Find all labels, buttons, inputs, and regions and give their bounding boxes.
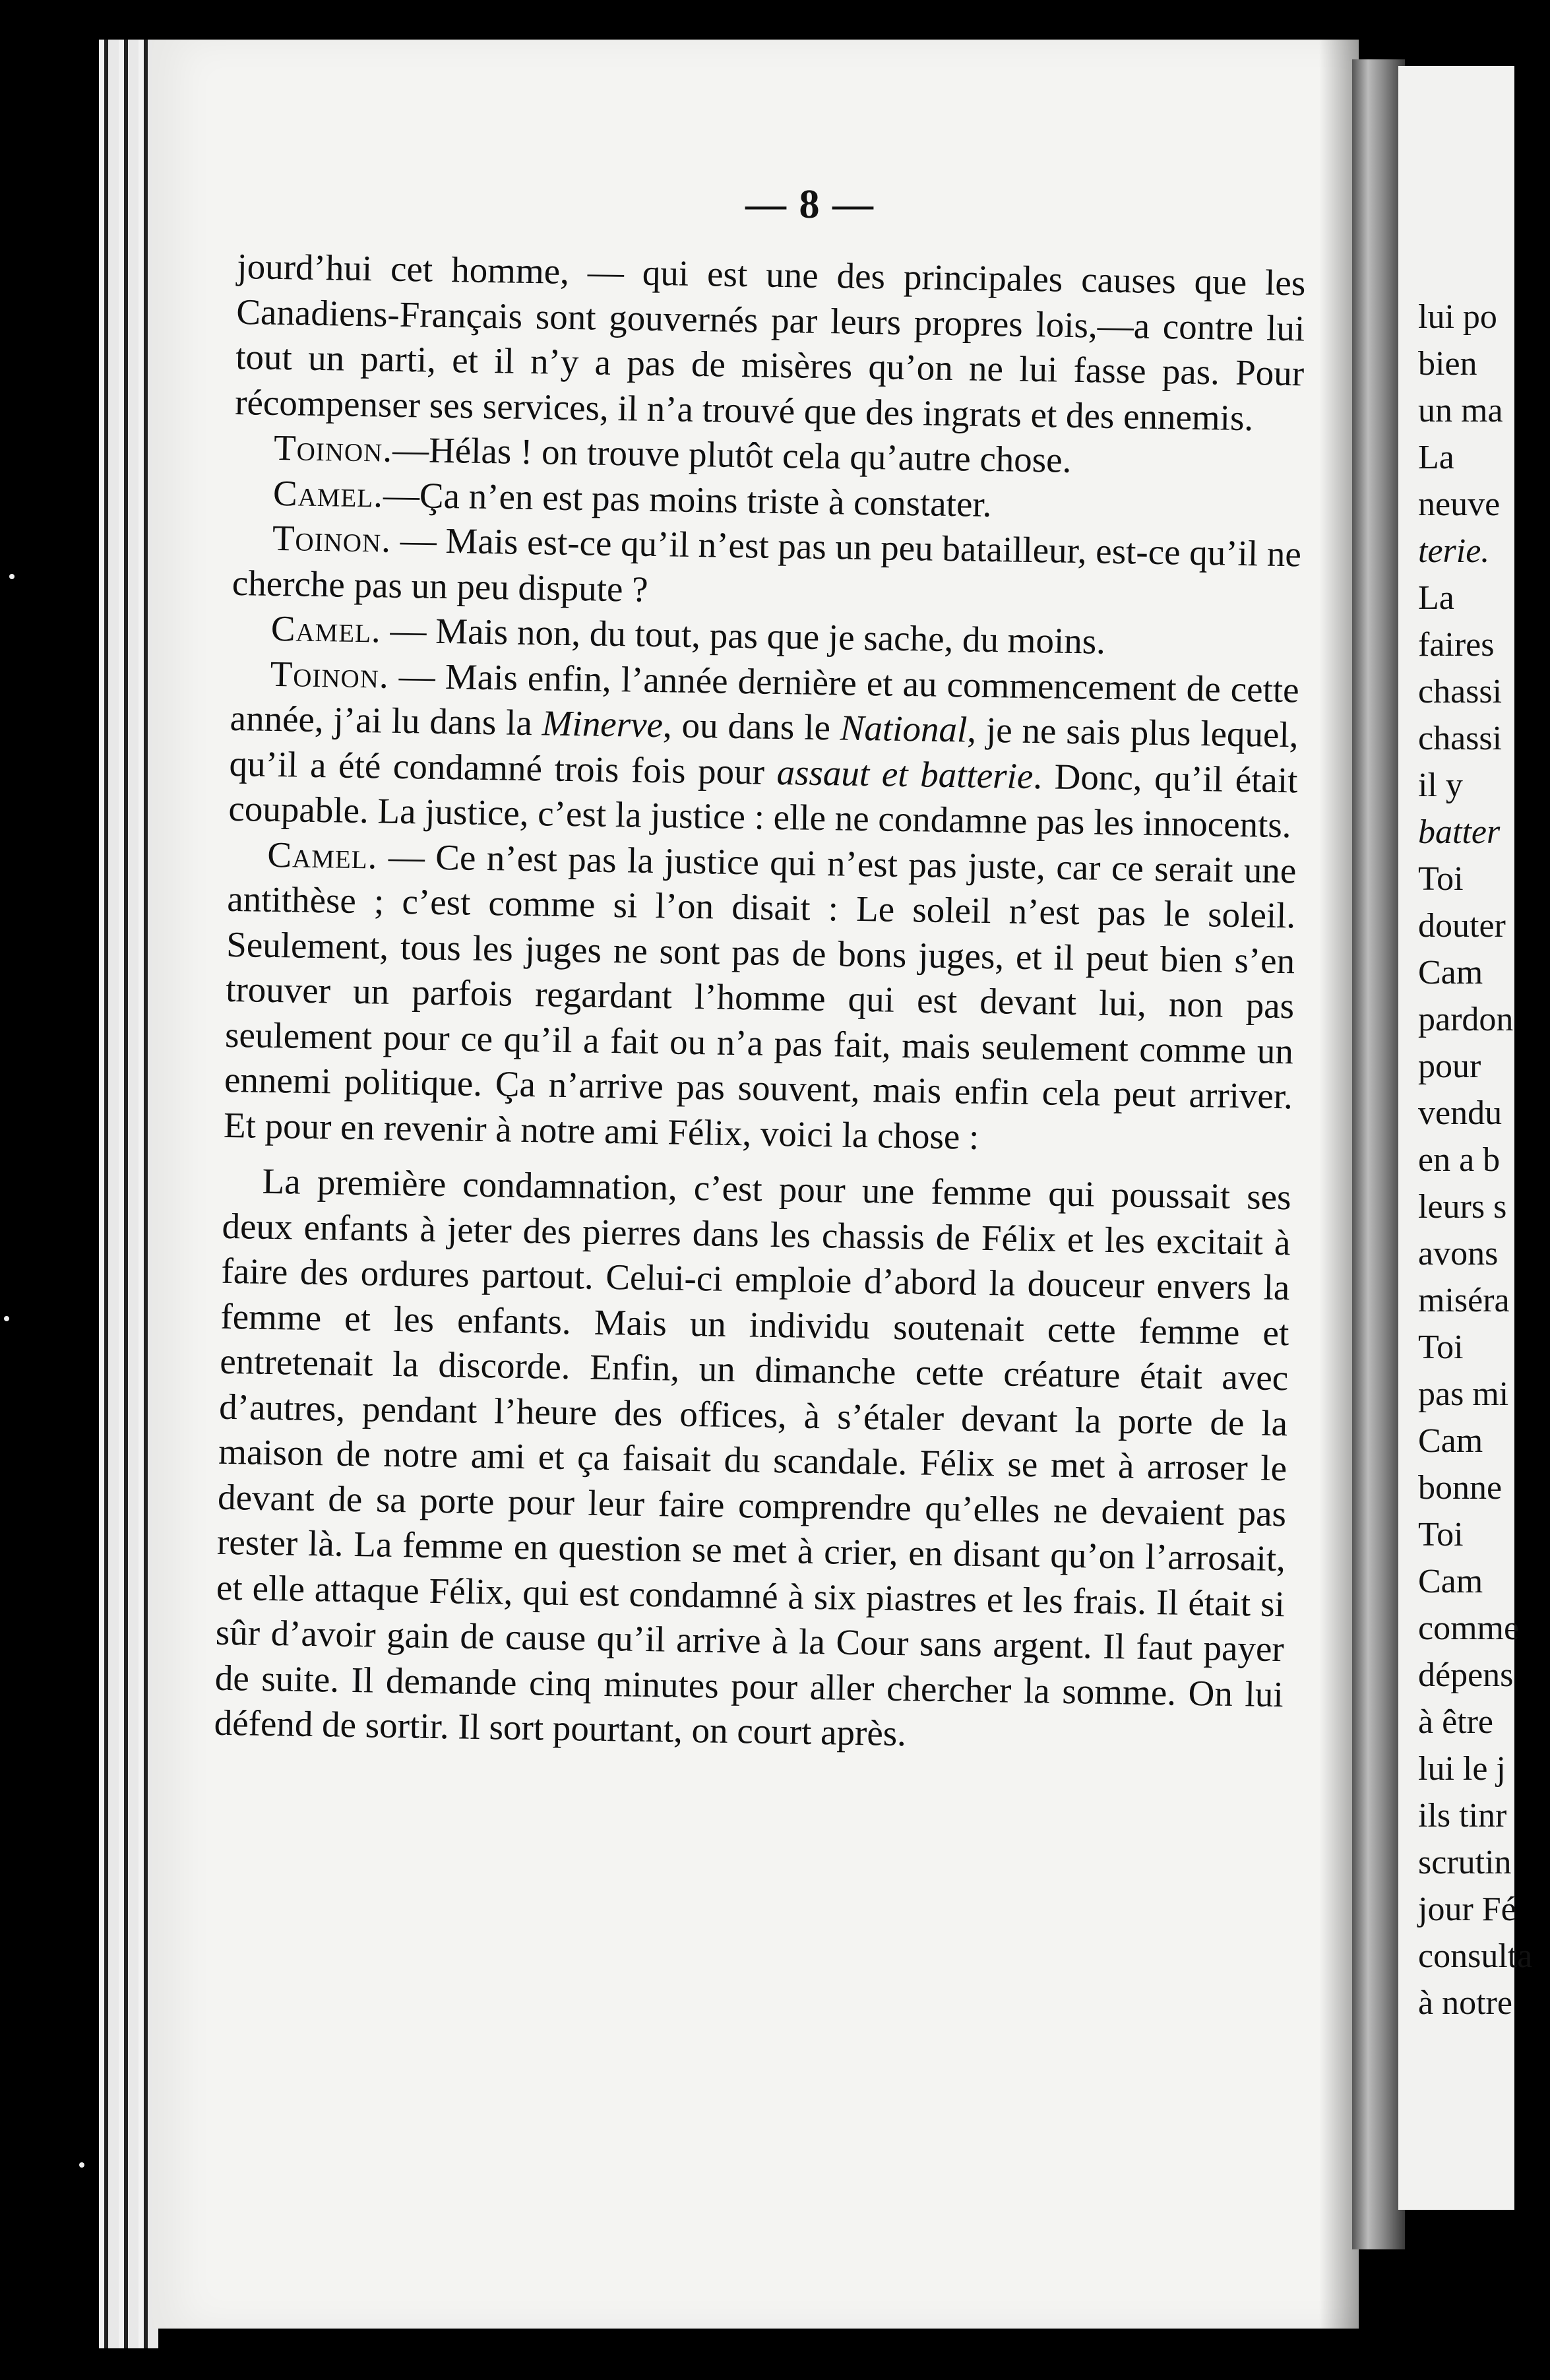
dialogue-line: [223, 831, 1296, 1164]
right-page-line: dépens: [1418, 1656, 1514, 1694]
dialogue-text: Hélas ! on trouve plutôt cela qu’autre chose.: [428, 429, 1072, 480]
dialogue-text: Mais enfin, l’année dernière et au commencement de cette année, j’ai lu dans la: [230, 656, 1300, 743]
book-binding-edge: [99, 40, 158, 2348]
right-page-line: Toi: [1418, 1329, 1464, 1366]
dialogue-text: Ce n’est pas la justice qui n’est pas juste, car ce serait une antithèse ; c’est comme si l’on disait : Le soleil n’est pas le soleil. Seulement, tous les juges ne sont pas de bons juges, et il peut bien s’en trouver un parfois regardant l’homme qui est devant lui, non pas seulement pour ce qu’il a fait ou n’a pas fait, mais seulement comme un ennemi politique. Ça n’arrive pas souvent, mais enfin cela peut arriver. Et pour en revenir à notre ami Félix, voici la chose :: [223, 836, 1297, 1157]
right-page-line: avons: [1418, 1235, 1499, 1272]
speaker-name: Toinon.: [272, 517, 392, 560]
dialogue-text: , je ne sais plus lequel, qu’il a été condamné trois fois pour: [229, 709, 1299, 792]
right-page-line: Cam: [1418, 954, 1483, 991]
paragraph-text: La première condamnation, c’est pour une femme qui poussait ses deux enfants à jeter des pierres dans les chassis de Félix et les excitait à faire des ordures partout. Celui-ci emploie d’abord la douceur envers la femme et les enfants. Mais un individu soutenait cette femme et entretenait la discorde. Enfin, un dimanche cette créature était avec d’autres, pendant l’heure des offices, à s’étaler devant la porte de la maison de notre ami et ça faisait du scandale. Félix se met à arroser le devant de sa porte pour leur faire comprendre qu’elles ne devaient pas rester là. La femme en question se met à crier, en disant qu’on l’arrosait, et elle attaque Félix, qui est condamné à six piastres et les frais. Il était si sûr d’avoir gain de cause qu’il arrive à la Cour sans argent. Il faut payer de suite. Il demande cinq minutes pour aller chercher la somme. On lui défend de sortir. Il sort pourtant, on court après.: [214, 1160, 1291, 1754]
page-number: — 8 —: [745, 182, 875, 227]
newspaper-title: National: [840, 707, 968, 750]
right-page-line: ils tinr: [1418, 1797, 1507, 1834]
right-page-line: douter: [1418, 907, 1506, 945]
right-page-line: miséra: [1418, 1282, 1510, 1319]
right-page-line: leurs s: [1418, 1188, 1507, 1226]
right-page-line: La: [1418, 439, 1454, 476]
right-page-line: vendu: [1418, 1094, 1503, 1132]
right-page-line: pardon: [1418, 1001, 1514, 1038]
right-page-line: consulta: [1418, 1937, 1533, 1975]
dialogue-dash: —: [388, 655, 446, 697]
speaker-name: Camel.: [266, 834, 378, 876]
page-gutter: [1352, 59, 1405, 2249]
right-page-line: à être: [1418, 1703, 1494, 1741]
dialogue-dash: —: [392, 429, 429, 470]
dialogue-dash: —: [381, 610, 436, 651]
speaker-name: Camel.: [272, 472, 384, 515]
paragraph-continuation: [235, 244, 1306, 441]
dialogue-line: [228, 650, 1299, 848]
speaker-name: Camel.: [270, 608, 382, 650]
right-page-fragments: [1418, 294, 1550, 2026]
paragraph-text: jourd’hui cet homme, — qui est une des principales causes que les Canadiens-Français sont gouvernés par leurs propres lois,—a contre lui tout un parti, et il n’y a pas de misères qu’on ne lui fasse pas. Pour récompenser ses services, il n’a trouvé que des ingrats et des ennemis.: [234, 245, 1306, 438]
right-page-line: batter: [1418, 813, 1501, 851]
dialogue-dash: —: [377, 835, 436, 877]
right-page-line: chassi: [1418, 673, 1503, 710]
right-page-line: neuve: [1418, 485, 1501, 523]
speaker-name: Toinon.: [273, 427, 393, 470]
right-page-line: scrutin: [1418, 1844, 1512, 1881]
dialogue-text: Ça n’en est pas moins triste à constater.: [419, 474, 992, 524]
right-page-line: La: [1418, 579, 1454, 617]
right-page-line: Toi: [1418, 860, 1464, 898]
dialogue-line: [232, 515, 1301, 622]
right-page-line: terie.: [1418, 532, 1490, 570]
scan-speck: [9, 574, 15, 579]
right-page-line: bien: [1418, 345, 1477, 383]
page-body-text: [214, 244, 1306, 1763]
right-page-line: faires: [1418, 626, 1495, 664]
right-page-line: Cam: [1418, 1422, 1483, 1460]
right-page-line: chassi: [1418, 720, 1503, 757]
right-page-line: Toi: [1418, 1516, 1464, 1553]
right-page-line: un ma: [1418, 392, 1503, 429]
right-page-line: pour: [1418, 1048, 1481, 1085]
dialogue-text: , ou dans le: [662, 705, 841, 748]
right-page-line: pas mi: [1418, 1375, 1509, 1413]
dialogue-dash: —: [383, 474, 420, 515]
dialogue-text: . Donc, qu’il était coupable. La justice, c’est la justice : elle ne condamne pas les innocents.: [228, 755, 1298, 846]
right-page-line: lui le j: [1418, 1750, 1506, 1788]
right-page-line: jour Fé: [1418, 1891, 1516, 1928]
right-page-line: à notre: [1418, 1984, 1512, 2022]
legal-term: assaut et batterie: [776, 751, 1034, 796]
right-page-line: lui po: [1418, 298, 1497, 336]
right-page-line: bonne: [1418, 1469, 1503, 1507]
scan-speck: [4, 1316, 9, 1321]
right-page-line: en a b: [1418, 1141, 1501, 1179]
right-page-line: comme: [1418, 1610, 1520, 1647]
dialogue-dash: —: [390, 519, 446, 561]
speaker-name: Toinon.: [270, 653, 390, 696]
newspaper-title: Minerve: [542, 703, 664, 745]
scan-speck: [79, 2162, 84, 2168]
right-page-line: Cam: [1418, 1563, 1483, 1600]
dialogue-text: Mais non, du tout, pas que je sache, du moins.: [435, 610, 1106, 662]
narrative-paragraph: [214, 1158, 1291, 1763]
right-page-line: il y: [1418, 767, 1463, 804]
dialogue-text: Mais est-ce qu’il n’est pas un peu batailleur, est-ce qu’il ne cherche pas un peu dispute ?: [232, 520, 1302, 610]
